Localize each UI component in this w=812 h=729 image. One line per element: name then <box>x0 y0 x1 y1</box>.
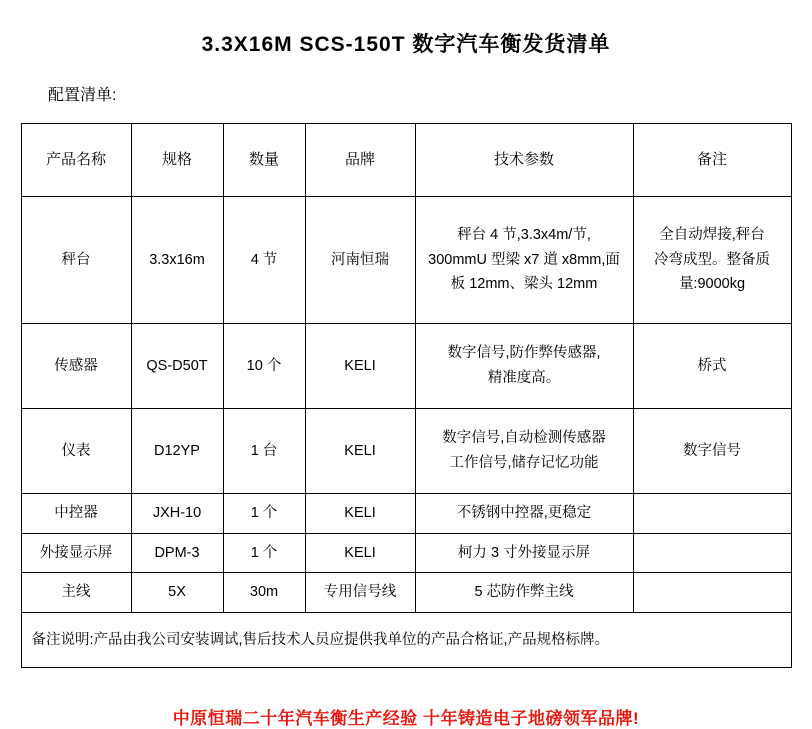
cell-quantity: 10 个 <box>223 324 305 409</box>
config-list-label: 配置清单: <box>48 87 117 104</box>
cell-product-name: 外接显示屏 <box>21 533 131 573</box>
page-title: 3.3X16M SCS-150T 数字汽车衡发货清单 <box>201 33 611 56</box>
cell-product-name: 主线 <box>21 573 131 613</box>
table-row <box>21 573 791 613</box>
cell-product-name: 传感器 <box>21 324 131 409</box>
remark-line: 全自动焊接,秤台 <box>659 227 765 244</box>
cell-remark <box>633 573 791 613</box>
tech-line: 数字信号,自动检测传感器 <box>442 430 606 447</box>
table-body <box>21 197 791 668</box>
tech-line: 精准度高。 <box>487 370 561 386</box>
table-row <box>21 324 791 409</box>
cell-tech-params <box>415 197 633 324</box>
table-note: 备注说明:产品由我公司安装调试,售后技术人员应提供我单位的产品合格证,产品规格标牌。 <box>21 612 791 667</box>
cell-spec: QS-D50T <box>131 324 223 409</box>
cell-brand: KELI <box>305 409 415 494</box>
tech-line: 板 12mm、梁头 12mm <box>450 276 598 293</box>
cell-tech-params: 不锈钢中控器,更稳定 <box>415 494 633 534</box>
cell-remark: 桥式 <box>633 324 791 409</box>
cell-remark: 数字信号 <box>633 409 791 494</box>
cell-product-name: 秤台 <box>21 197 131 324</box>
cell-tech-params <box>415 324 633 409</box>
cell-brand: 专用信号线 <box>305 573 415 613</box>
cell-spec: 5X <box>131 573 223 613</box>
cell-spec: 3.3x16m <box>131 197 223 324</box>
header-remark: 备注 <box>633 124 791 197</box>
cell-remark <box>633 197 791 324</box>
remark-line: 量:9000kg <box>678 276 746 293</box>
tech-line: 秤台 4 节,3.3x4m/节, <box>457 227 591 244</box>
cell-brand: KELI <box>305 324 415 409</box>
cell-quantity: 4 节 <box>223 197 305 324</box>
cell-product-name: 仪表 <box>21 409 131 494</box>
table-row <box>21 197 791 324</box>
cell-quantity: 30m <box>223 573 305 613</box>
cell-tech-params <box>415 409 633 494</box>
remark-line: 冷弯成型。整备质 <box>654 251 770 268</box>
header-product-name: 产品名称 <box>21 124 131 197</box>
header-brand: 品牌 <box>305 124 415 197</box>
cell-brand: KELI <box>305 533 415 573</box>
tech-line: 300mmU 型梁 x7 道 x8mm,面 <box>428 251 620 268</box>
header-spec: 规格 <box>131 124 223 197</box>
cell-product-name: 中控器 <box>21 494 131 534</box>
tech-line: 工作信号,储存记忆功能 <box>449 455 599 471</box>
footer-slogan: 中原恒瑞二十年汽车衡生产经验 十年铸造电子地磅领军品牌! <box>172 708 640 728</box>
header-tech-params: 技术参数 <box>415 124 633 197</box>
table-note-row <box>21 612 791 667</box>
cell-quantity: 1 个 <box>223 494 305 534</box>
table-row <box>21 533 791 573</box>
table-row <box>21 409 791 494</box>
cell-quantity: 1 个 <box>223 533 305 573</box>
cell-brand: KELI <box>305 494 415 534</box>
cell-spec: JXH-10 <box>131 494 223 534</box>
cell-remark <box>633 494 791 534</box>
cell-quantity: 1 台 <box>223 409 305 494</box>
header-quantity: 数量 <box>223 124 305 197</box>
table-header <box>21 124 791 197</box>
cell-remark <box>633 533 791 573</box>
cell-tech-params: 5 芯防作弊主线 <box>415 573 633 613</box>
tech-line: 数字信号,防作弊传感器, <box>447 345 601 362</box>
spec-table <box>21 123 792 668</box>
table-row <box>21 494 791 534</box>
cell-brand: 河南恒瑞 <box>305 197 415 324</box>
cell-spec: D12YP <box>131 409 223 494</box>
table-header-row <box>21 124 791 197</box>
cell-spec: DPM-3 <box>131 533 223 573</box>
cell-tech-params: 柯力 3 寸外接显示屏 <box>415 533 633 573</box>
